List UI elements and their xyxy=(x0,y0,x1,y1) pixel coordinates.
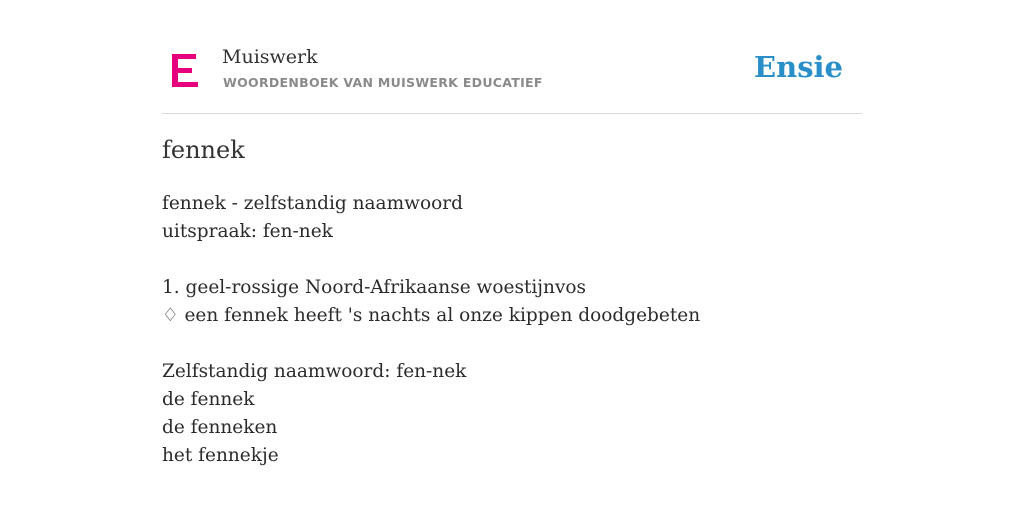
site-name[interactable]: Muiswerk xyxy=(222,46,318,68)
entry-body xyxy=(162,190,862,470)
site-subtitle: WOORDENBOEK VAN MUISWERK EDUCATIEF xyxy=(223,75,543,90)
entry-pronunciation: uitspraak: fen-nek xyxy=(162,221,333,242)
entry-title: fennek xyxy=(162,136,245,164)
entry-grammar-heading: Zelfstandig naamwoord: fen-nek xyxy=(162,361,467,382)
entry-example: ♢ een fennek heeft 's nachts al onze kippen doodgebeten xyxy=(162,305,701,326)
ensie-brand-logo[interactable]: Ensie xyxy=(754,50,843,84)
site-header xyxy=(162,0,862,114)
muiswerk-logo-icon[interactable] xyxy=(172,53,200,89)
entry-form: de fennek xyxy=(162,389,255,410)
entry-form: het fennekje xyxy=(162,445,279,466)
spacer xyxy=(162,246,862,274)
spacer xyxy=(162,330,862,358)
entry-pos-line: fennek - zelfstandig naamwoord xyxy=(162,193,463,214)
entry-form: de fenneken xyxy=(162,417,278,438)
entry-definition: 1. geel-rossige Noord-Afrikaanse woestijnvos xyxy=(162,277,587,298)
